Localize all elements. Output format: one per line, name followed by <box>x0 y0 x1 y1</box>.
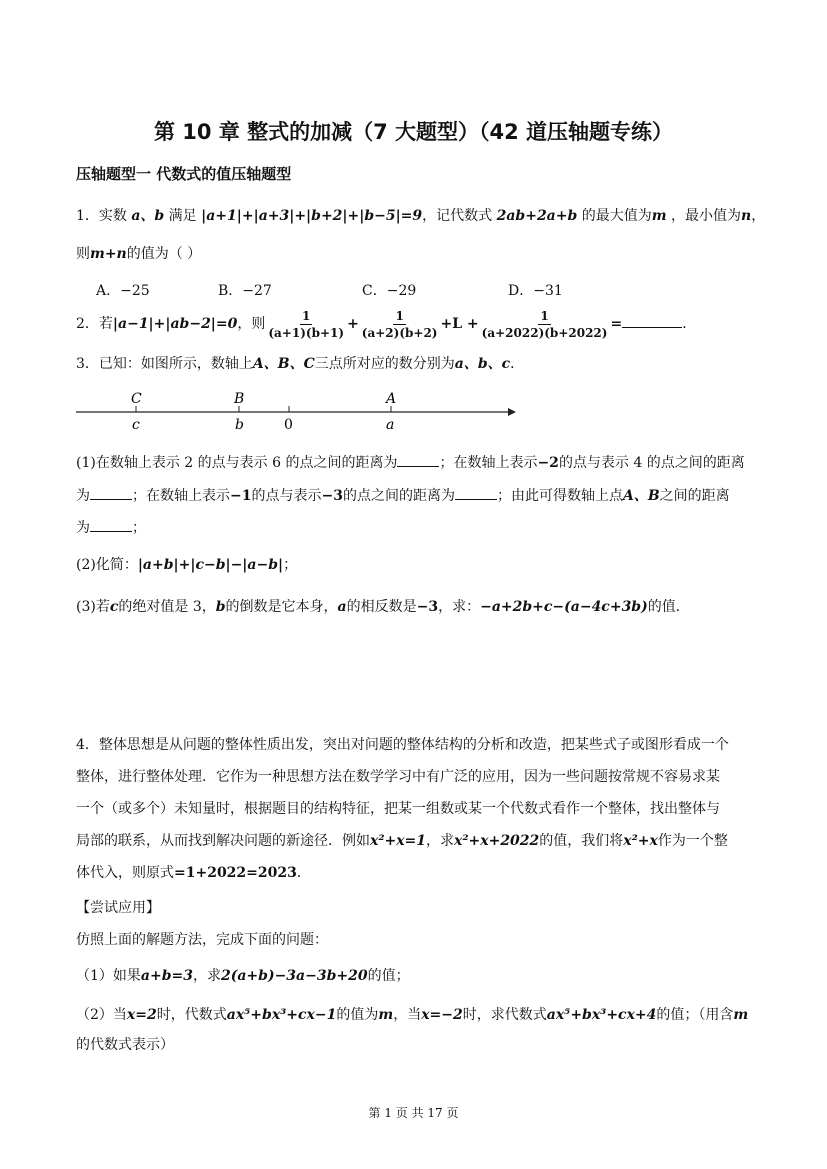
math-expression: ax⁵+bx³+cx+4 <box>546 1007 657 1023</box>
question-3-part-1-line-1 <box>76 452 745 473</box>
question-4-sub-1 <box>76 966 410 986</box>
answer-blank <box>90 517 132 532</box>
math-expression: a+b=3 <box>140 968 193 984</box>
label-zero: 0 <box>284 417 293 433</box>
label-a: a <box>386 417 395 433</box>
arrow-head-icon <box>508 408 516 416</box>
question-3-part-2 <box>76 555 297 575</box>
text: 的值为 <box>336 1007 379 1023</box>
text: 满足 <box>164 208 202 224</box>
question-3-intro <box>76 354 524 374</box>
numerator: 1 <box>540 308 549 323</box>
math-expression: =1+2022=2023 <box>174 865 297 881</box>
try-heading: 【尝试应用】 <box>76 900 160 916</box>
numerator: 1 <box>302 308 311 323</box>
math-expression: −a+2b+c−(a−4c+3b) <box>480 599 648 615</box>
text: 三点所对应的数分别为 <box>314 356 455 372</box>
question-3-part-1-line-2 <box>76 485 730 506</box>
math: b <box>215 599 226 615</box>
question-4-line-4 <box>76 831 728 851</box>
label-B: B <box>234 391 245 407</box>
text: 之间的距离 <box>659 488 730 504</box>
option-d: D．−31 <box>508 283 563 299</box>
text: 的相反数是 <box>346 599 417 615</box>
numerator: 1 <box>395 308 404 323</box>
fraction-1 <box>266 309 346 340</box>
math-expression: 2(a+b)−3a−3b+20 <box>220 968 368 984</box>
text: ， <box>751 208 766 224</box>
question-4-line-1: 4．整体思想是从问题的整体性质出发，突出对问题的整体结构的分析和改造，把某些式子或图形看成一个 <box>76 737 729 753</box>
question-4-instruction: 仿照上面的解题方法，完成下面的问题： <box>76 932 328 948</box>
math-condition: |a+1|+|a+3|+|b+2|+|b−5|=9 <box>201 208 423 224</box>
denominator: (a+2022)(b+2022) <box>481 325 608 340</box>
math: a <box>337 599 347 615</box>
denominator: (a+1)(b+1) <box>268 325 345 340</box>
text: ；由此可得数轴上点 <box>496 488 623 504</box>
text: 的值；（用含 <box>656 1007 734 1023</box>
math: m+n <box>90 246 127 262</box>
text: 的值； <box>367 968 410 984</box>
text: ； <box>132 520 146 536</box>
text: ，求： <box>438 599 481 615</box>
question-4-line-2: 整体，进行整体处理．它作为一种思想方法在数学学习中有广泛的应用，因为一些问题按常规不容易求某 <box>76 769 720 785</box>
math-expression: x²+x <box>623 833 658 849</box>
text: 为 <box>76 488 90 504</box>
text: 的最大值为 <box>577 208 652 224</box>
math: A、B、C <box>252 356 315 372</box>
fraction-2 <box>360 309 440 340</box>
math: x=−2 <box>421 1007 463 1023</box>
text: ，当 <box>393 1007 422 1023</box>
math: m <box>651 208 667 224</box>
math: + <box>347 316 359 332</box>
math-expression: x²+x=1 <box>370 833 427 849</box>
math: A、B <box>622 488 660 504</box>
answer-blank <box>90 485 132 500</box>
math: +L + <box>440 316 479 332</box>
text: ； <box>283 557 298 573</box>
page-title: 第 10 章 整式的加减（7 大题型）（42 道压轴题专练） <box>153 120 674 144</box>
math: −1 <box>230 488 252 504</box>
question-1-line-1 <box>76 206 765 226</box>
option-c: C．−29 <box>362 283 417 299</box>
text: 作为一个整 <box>657 833 728 849</box>
text: 的绝对值是 3， <box>118 599 216 615</box>
text: ，则 <box>237 316 266 332</box>
question-4-line-5 <box>76 863 311 883</box>
denominator: (a+2)(b+2) <box>361 325 438 340</box>
text: ，记代数式 <box>422 208 497 224</box>
option-a: A．−25 <box>96 283 150 299</box>
math: n <box>741 208 752 224</box>
text: ． <box>296 865 311 881</box>
number-line-figure <box>0 386 827 446</box>
label-C: C <box>131 391 142 407</box>
text: 则 <box>76 246 90 262</box>
text: ，求 <box>192 968 221 984</box>
math: a、b、c <box>454 356 511 372</box>
math: = <box>610 316 623 332</box>
question-3-part-3 <box>76 597 690 617</box>
text: ，最小值为 <box>666 208 742 224</box>
math-condition: |a−1|+|ab−2|=0 <box>112 316 238 332</box>
math-expression: 2ab+2a+b <box>496 208 578 224</box>
text: 时，求代数式 <box>462 1007 547 1023</box>
text: 2．若 <box>76 316 113 332</box>
text: ；在数轴上表示 <box>439 455 538 471</box>
text: 3．已知：如图所示，数轴上 <box>76 356 253 372</box>
math-expression: x²+x+2022 <box>454 833 540 849</box>
text: ． <box>510 356 525 372</box>
math: x=2 <box>126 1007 157 1023</box>
math: −3 <box>416 599 439 615</box>
math-expression: |a+b|+|c−b|−|a−b| <box>137 557 284 573</box>
fraction-3 <box>480 309 610 340</box>
question-2 <box>76 306 696 342</box>
math: c <box>109 599 119 615</box>
answer-blank <box>455 485 497 500</box>
text: (3)若 <box>76 599 110 615</box>
text: 为 <box>76 520 90 536</box>
text: 的值． <box>647 599 690 615</box>
text: 的点之间的距离为 <box>342 488 455 504</box>
text: ，求 <box>426 833 455 849</box>
question-4-sub-2-cont: 的代数式表示） <box>76 1037 174 1053</box>
answer-blank <box>622 313 682 328</box>
page-footer: 第 1 页 共 17 页 <box>368 1106 459 1120</box>
section-heading: 压轴题型一 代数式的值压轴题型 <box>76 165 292 183</box>
math: −3 <box>321 488 343 504</box>
math: m <box>378 1007 394 1023</box>
text: 的点与表示 <box>251 488 322 504</box>
answer-blank <box>397 452 439 467</box>
label-b: b <box>235 417 244 433</box>
text: ． <box>682 316 697 332</box>
label-A: A <box>386 391 397 407</box>
text: (1)在数轴上表示 2 的点与表示 6 的点之间的距离为 <box>76 455 398 471</box>
text: 局部的联系，从而找到解决问题的新途径．例如 <box>76 833 370 849</box>
question-4-line-3: 一个（或多个）未知量时，根据题目的结构特征，把某一组数或某一个代数式看作一个整体，找出整体与 <box>76 801 720 817</box>
label-c: c <box>132 417 140 433</box>
text: 体代入，则原式 <box>76 865 174 881</box>
math: m <box>733 1007 749 1023</box>
text: 的倒数是它本身， <box>225 599 338 615</box>
text: 1．实数 <box>76 208 132 224</box>
math: a、b <box>131 208 165 224</box>
text: 时，代数式 <box>156 1007 227 1023</box>
math-expression: ax⁵+bx³+cx−1 <box>226 1007 337 1023</box>
text: （1）如果 <box>76 968 141 984</box>
text: 的值，我们将 <box>539 833 624 849</box>
text: (2)化简： <box>76 557 138 573</box>
math: −2 <box>537 455 559 471</box>
text: ；在数轴上表示 <box>132 488 230 504</box>
question-4-sub-2 <box>76 1005 748 1025</box>
question-1-line-2 <box>76 244 201 264</box>
question-3-part-1-line-3 <box>76 517 146 538</box>
option-b: B．−27 <box>218 283 272 299</box>
text: 的点与表示 4 的点之间的距离 <box>558 455 745 471</box>
text: 的值为（ ） <box>126 246 202 262</box>
text: （2）当 <box>76 1007 127 1023</box>
